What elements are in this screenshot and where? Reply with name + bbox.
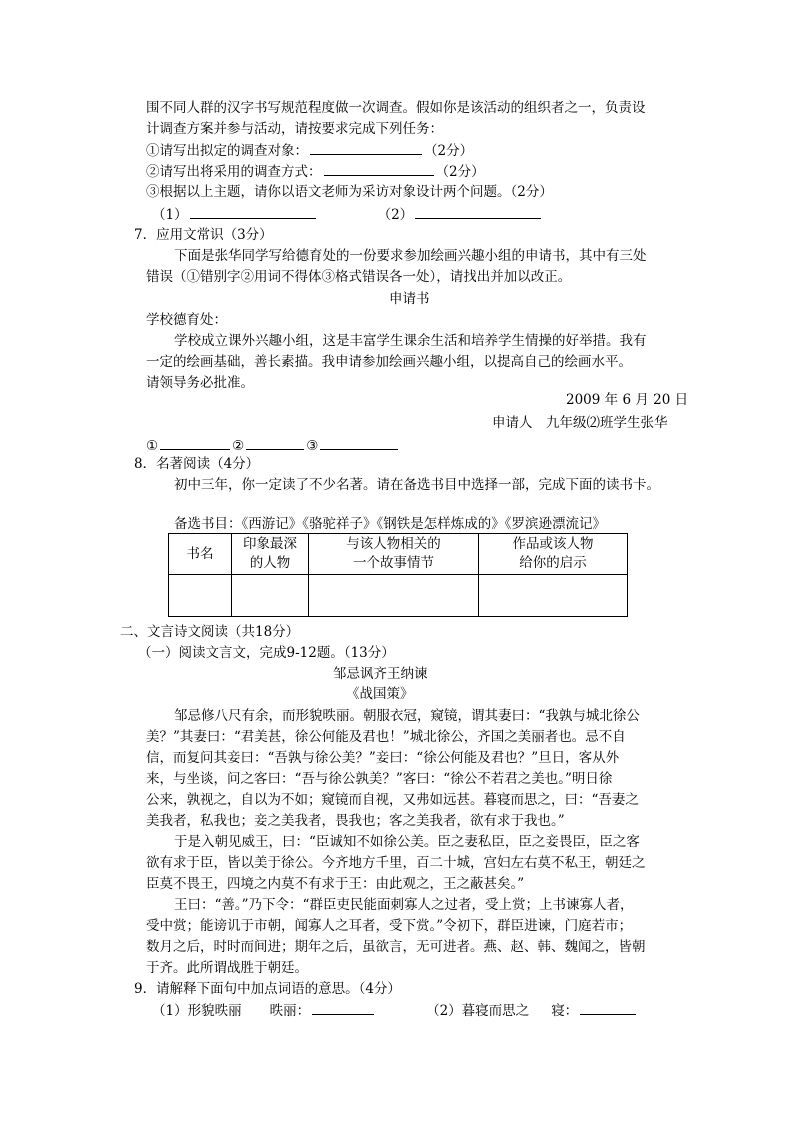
passage-p3-line: 受中赏；能谤讥于市朝，闻寡人之耳者，受下赏。”令初下，群臣进谏，门庭若市； — [146, 918, 633, 934]
question-2-label: （2） — [377, 207, 414, 223]
passage-p3-line: 王曰：“善。”乃下令：“群臣吏民能面刺寡人之过者，受上赏；上书谏寡人者， — [174, 897, 634, 913]
passage-p3-line: 于齐。此所谓战胜于朝廷。 — [146, 960, 308, 976]
cell-story[interactable] — [309, 575, 479, 617]
answer-2-label: ② — [232, 438, 245, 454]
passage-source: 《战国策》 — [346, 686, 414, 702]
header-character-line-1: 印象最深 — [243, 536, 297, 552]
header-story-line-2: 一个故事情节 — [353, 555, 434, 571]
header-character — [232, 534, 309, 575]
q9-item-1-label: 昳丽： — [269, 1003, 311, 1019]
header-story-line-1: 与该人物相关的 — [346, 536, 441, 552]
passage-title: 邹忌讽齐王纳谏 — [333, 666, 428, 682]
q7-line-2: 错误（①错别字②用词不得体③格式错误各一处），请找出并加以改正。 — [146, 269, 572, 285]
passage-p1-line: 邹忌修八尺有余，而形貌昳丽。朝服衣冠，窥镜，谓其妻曰：“我孰与城北徐公 — [174, 708, 640, 724]
cell-insight[interactable] — [479, 575, 628, 617]
letter-salutation: 学校德育处： — [146, 312, 227, 328]
header-insight — [479, 534, 628, 575]
answer-blank[interactable] — [310, 140, 422, 155]
passage-p2-line: 臣莫不畏王，四境之内莫不有求于王：由此观之，王之蔽甚矣。” — [146, 876, 525, 892]
letter-body-3: 请领导务必批准。 — [146, 375, 254, 391]
cell-book-name[interactable] — [169, 575, 232, 617]
passage-p1-line: 美我者，私我也；妾之美我者，畏我也；客之美我者，欲有求于我也。” — [146, 813, 565, 829]
q7-heading: 7．应用文常识（3分） — [134, 227, 273, 243]
task-2-text: ②请写出将采用的调查方式： — [146, 164, 322, 180]
header-character-line-2: 的人物 — [249, 555, 291, 571]
q9-item-1: （1）形貌昳丽 — [152, 1003, 242, 1019]
letter-signature: 申请人 九年级⑵班学生张华 — [492, 415, 668, 431]
book-list: 备选书目：《西游记》《骆驼祥子》《钢铁是怎样炼成的》《罗滨逊漂流记》 — [174, 516, 606, 532]
header-insight-line-1: 作品或该人物 — [512, 536, 594, 552]
header-story — [309, 534, 479, 575]
task-3: ③根据以上主题，请你以语文老师为采访对象设计两个问题。（2分） — [146, 184, 553, 200]
q7-answers — [146, 435, 400, 456]
intro-line-1: 围不同人群的汉字书写规范程度做一次调查。假如你是该活动的组织者之一，负责设 — [146, 100, 646, 116]
q8-line-1: 初中三年，你一定读了不少名著。请在备选书目中选择一部，完成下面的读书卡。 — [174, 477, 660, 493]
section-2-sub-1: （一）阅读文言文，完成9-12题。（13分） — [138, 645, 395, 661]
task-1-score: （2分） — [424, 143, 474, 159]
passage-p1-line: 信，而复问其妾曰：“吾孰与徐公美？”妾曰：“徐公何能及君也？”旦日，客从外 — [146, 750, 620, 766]
answer-blank[interactable] — [580, 1000, 636, 1015]
letter-title: 申请书 — [389, 291, 430, 307]
task-2 — [146, 161, 485, 182]
q9-item-2-label: 寝： — [551, 1003, 579, 1019]
answer-blank[interactable] — [246, 435, 304, 450]
task-3-questions — [152, 204, 543, 225]
q9-item-2: （2）暮寝而思之 — [426, 1003, 530, 1019]
q7-line-1: 下面是张华同学写给德育处的一份要求参加绘画兴趣小组的申请书，其中有三处 — [174, 248, 647, 264]
task-1 — [146, 140, 473, 161]
q9-heading: 9．请解释下面句中加点词语的意思。（4分） — [134, 981, 401, 997]
answer-blank[interactable] — [160, 435, 230, 450]
passage-p1-line: 来，与坐谈，问之客曰：“吾与徐公孰美？”客曰：“徐公不若君之美也。”明日徐 — [146, 771, 613, 787]
intro-line-2: 计调查方案并参与活动，请按要求完成下列任务： — [146, 121, 443, 137]
section-2-heading: 二、文言诗文阅读（共18分） — [120, 624, 300, 640]
answer-3-label: ③ — [306, 438, 319, 454]
passage-p2-line: 于是入朝见威王，曰：“臣诚知不如徐公美。臣之妻私臣，臣之妾畏臣，臣之客 — [174, 834, 640, 850]
letter-date: 2009 年 6 月 20 日 — [566, 392, 689, 408]
question-1-label: （1） — [152, 207, 188, 223]
passage-p3-line: 数月之后，时时而间进；期年之后，虽欲言，无可进者。燕、赵、韩、魏闻之，皆朝 — [146, 939, 646, 955]
cell-character[interactable] — [232, 575, 309, 617]
passage-p2-line: 欲有求于臣，皆以美于徐公。今齐地方千里，百二十城，宫妇左右莫不私王，朝廷之 — [146, 855, 646, 871]
answer-blank[interactable] — [312, 1000, 374, 1015]
q9-items — [152, 1000, 638, 1021]
answer-1-label: ① — [146, 438, 159, 454]
answer-blank[interactable] — [320, 435, 398, 450]
header-insight-line-2: 给你的启示 — [519, 555, 587, 571]
letter-body-1: 学校成立课外兴趣小组，这是丰富学生课余生活和培养学生情操的好举措。我有 — [174, 333, 647, 349]
passage-p1-line: 公来，孰视之，自以为不如；窥镜而自视，又弗如远甚。暮寝而思之，曰：“吾妻之 — [146, 792, 639, 808]
answer-blank[interactable] — [415, 204, 541, 219]
answer-blank[interactable] — [190, 204, 316, 219]
letter-body-2: 一定的绘画基础，善长素描。我申请参加绘画兴趣小组，以提高自己的绘画水平。 — [146, 354, 632, 370]
answer-blank[interactable] — [324, 161, 434, 176]
task-1-text: ①请写出拟定的调查对象： — [146, 143, 308, 159]
header-book-name: 书名 — [169, 534, 232, 575]
task-2-score: （2分） — [435, 164, 485, 180]
passage-p1-line: 美？”其妻曰：“君美甚，徐公何能及君也！”城北徐公，齐国之美丽者也。忌不自 — [146, 729, 626, 745]
reading-card-table — [168, 533, 628, 617]
q8-heading: 8．名著阅读（4分） — [134, 456, 260, 472]
